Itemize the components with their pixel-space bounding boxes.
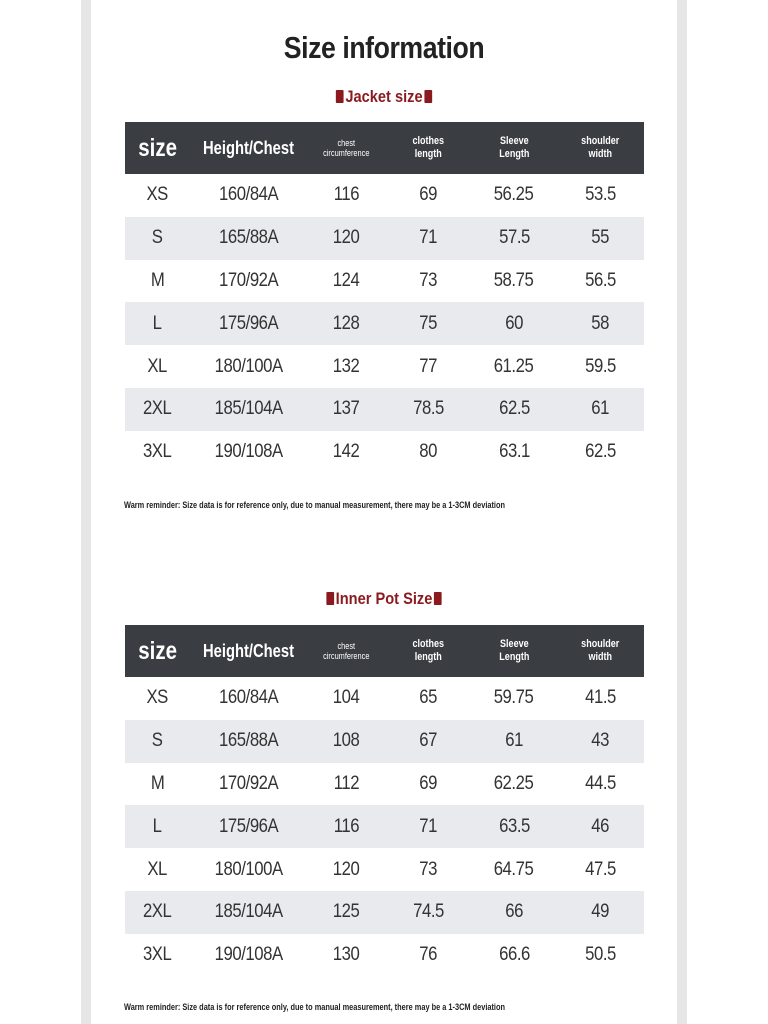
cell-shoulder-width: 62.5 — [585, 441, 616, 463]
cell-size: 2XL — [125, 891, 190, 934]
cell-shoulder-width: 58 — [557, 302, 644, 345]
table-row — [125, 891, 644, 934]
page-title: Size information — [283, 30, 485, 65]
cell-size: 2XL — [125, 388, 190, 431]
cell-sleeve-length: 57.5 — [471, 217, 557, 260]
cell-sleeve-length: 61 — [471, 720, 557, 763]
cell-chest: 104 — [333, 687, 360, 709]
cell-clothes-length: 74.5 — [385, 891, 471, 934]
cell-sleeve-length: 62.5 — [471, 388, 557, 431]
cell-clothes-length: 73 — [419, 269, 437, 291]
header-size: size — [125, 122, 190, 174]
cell-chest: 125 — [308, 891, 385, 934]
inner-size-table — [125, 625, 644, 977]
table-row — [125, 720, 644, 763]
header-size: size — [125, 625, 190, 677]
jacket-section-title — [132, 87, 636, 107]
cell-chest: 130 — [333, 944, 360, 966]
cell-size: S — [125, 720, 190, 763]
cell-chest: 124 — [333, 269, 360, 291]
cell-sleeve-length: 63.1 — [498, 441, 530, 463]
cell-shoulder-width: 49 — [557, 891, 644, 934]
cell-chest: 108 — [308, 720, 385, 763]
cell-height-chest: 170/92A — [219, 772, 279, 794]
cell-sleeve-length: 61.25 — [494, 355, 534, 377]
cell-sleeve-length: 60 — [471, 302, 557, 345]
cell-height-chest: 165/88A — [190, 720, 308, 763]
header-height-chest: Height/Chest — [190, 625, 308, 677]
table-row — [125, 805, 644, 848]
table-row — [125, 848, 644, 891]
cell-clothes-length: 67 — [385, 720, 471, 763]
cell-height-chest: 165/88A — [190, 217, 308, 260]
cell-height-chest: 160/84A — [219, 184, 279, 206]
cell-shoulder-width: 47.5 — [585, 858, 616, 880]
table-row — [125, 174, 644, 217]
inner-table-body — [125, 677, 644, 977]
header-clothes-length: clothes length — [385, 625, 471, 677]
bracket-right-icon — [424, 90, 432, 103]
bracket-right-icon — [434, 592, 442, 605]
table-row — [125, 388, 644, 431]
page-side-border-left — [81, 0, 91, 1024]
cell-sleeve-length: 66 — [471, 891, 557, 934]
cell-chest: 120 — [308, 217, 385, 260]
cell-clothes-length: 73 — [419, 858, 437, 880]
cell-height-chest: 180/100A — [214, 355, 284, 377]
cell-shoulder-width: 56.5 — [585, 269, 616, 291]
inner-section-title — [132, 589, 636, 609]
cell-chest: 120 — [333, 858, 360, 880]
header-chest-circumference: chest circumference — [308, 625, 385, 677]
page-side-border-right — [677, 0, 687, 1024]
cell-clothes-length: 75 — [385, 302, 471, 345]
cell-chest: 128 — [308, 302, 385, 345]
cell-size: XS — [146, 184, 169, 206]
cell-chest: 137 — [308, 388, 385, 431]
cell-shoulder-width: 55 — [557, 217, 644, 260]
header-sleeve-length: Sleeve Length — [471, 625, 557, 677]
bracket-left-icon — [336, 90, 344, 103]
cell-height-chest: 185/104A — [190, 388, 308, 431]
cell-chest: 142 — [333, 441, 360, 463]
cell-size: 3XL — [143, 441, 172, 463]
cell-height-chest: 185/104A — [190, 891, 308, 934]
jacket-warm-reminder: Warm reminder: Size data is for reference only, due to manual measurement, there may be a 1-3CM deviation — [124, 500, 506, 510]
cell-size: S — [125, 217, 190, 260]
table-row — [125, 217, 644, 260]
cell-sleeve-length: 58.75 — [494, 269, 534, 291]
table-row — [125, 677, 644, 720]
cell-height-chest: 175/96A — [190, 302, 308, 345]
cell-sleeve-length: 66.6 — [498, 944, 530, 966]
cell-sleeve-length: 64.75 — [494, 858, 534, 880]
jacket-title-text: Jacket size — [345, 87, 423, 106]
header-sleeve-length: Sleeve Length — [471, 122, 557, 174]
cell-size: L — [125, 302, 190, 345]
cell-height-chest: 170/92A — [219, 269, 279, 291]
table-row — [125, 431, 644, 474]
table-header-row — [125, 122, 644, 174]
cell-shoulder-width: 46 — [557, 805, 644, 848]
cell-size: 3XL — [143, 944, 172, 966]
cell-clothes-length: 69 — [419, 184, 437, 206]
cell-sleeve-length: 63.5 — [471, 805, 557, 848]
cell-clothes-length: 80 — [419, 441, 437, 463]
cell-height-chest: 190/108A — [214, 944, 284, 966]
cell-shoulder-width: 59.5 — [585, 355, 616, 377]
header-shoulder-width: shoulder width — [557, 625, 644, 677]
cell-shoulder-width: 53.5 — [585, 184, 616, 206]
cell-sleeve-length: 59.75 — [494, 687, 534, 709]
bracket-left-icon — [326, 592, 334, 605]
cell-shoulder-width: 61 — [557, 388, 644, 431]
cell-height-chest: 180/100A — [214, 858, 284, 880]
header-chest-circumference: chest circumference — [308, 122, 385, 174]
header-height-chest: Height/Chest — [190, 122, 308, 174]
cell-size: XS — [146, 687, 169, 709]
cell-shoulder-width: 50.5 — [585, 944, 616, 966]
inner-warm-reminder: Warm reminder: Size data is for reference only, due to manual measurement, there may be a 1-3CM deviation — [124, 1002, 506, 1012]
cell-chest: 112 — [333, 772, 360, 794]
cell-size: XL — [147, 355, 168, 377]
cell-clothes-length: 69 — [419, 772, 437, 794]
cell-clothes-length: 77 — [419, 355, 437, 377]
cell-clothes-length: 65 — [419, 687, 437, 709]
cell-clothes-length: 76 — [419, 944, 437, 966]
jacket-size-table — [125, 122, 644, 474]
header-clothes-length: clothes length — [385, 122, 471, 174]
table-row — [125, 934, 644, 977]
cell-shoulder-width: 41.5 — [585, 687, 616, 709]
cell-sleeve-length: 56.25 — [494, 184, 534, 206]
cell-clothes-length: 78.5 — [385, 388, 471, 431]
header-shoulder-width: shoulder width — [557, 122, 644, 174]
inner-title-text: Inner Pot Size — [335, 589, 433, 608]
size-chart-page — [91, 0, 677, 1024]
cell-chest: 116 — [308, 805, 385, 848]
cell-shoulder-width: 43 — [557, 720, 644, 763]
table-header-row — [125, 625, 644, 677]
cell-clothes-length: 71 — [385, 217, 471, 260]
cell-height-chest: 160/84A — [219, 687, 279, 709]
cell-clothes-length: 71 — [385, 805, 471, 848]
cell-size: L — [125, 805, 190, 848]
cell-chest: 116 — [333, 184, 360, 206]
cell-height-chest: 175/96A — [190, 805, 308, 848]
table-row — [125, 763, 644, 806]
cell-size: M — [150, 269, 165, 291]
cell-height-chest: 190/108A — [214, 441, 284, 463]
cell-size: M — [150, 772, 165, 794]
cell-sleeve-length: 62.25 — [494, 772, 534, 794]
table-row — [125, 260, 644, 303]
cell-size: XL — [147, 858, 168, 880]
table-row — [125, 302, 644, 345]
cell-chest: 132 — [333, 355, 360, 377]
table-row — [125, 345, 644, 388]
cell-shoulder-width: 44.5 — [585, 772, 616, 794]
jacket-table-body — [125, 174, 644, 474]
